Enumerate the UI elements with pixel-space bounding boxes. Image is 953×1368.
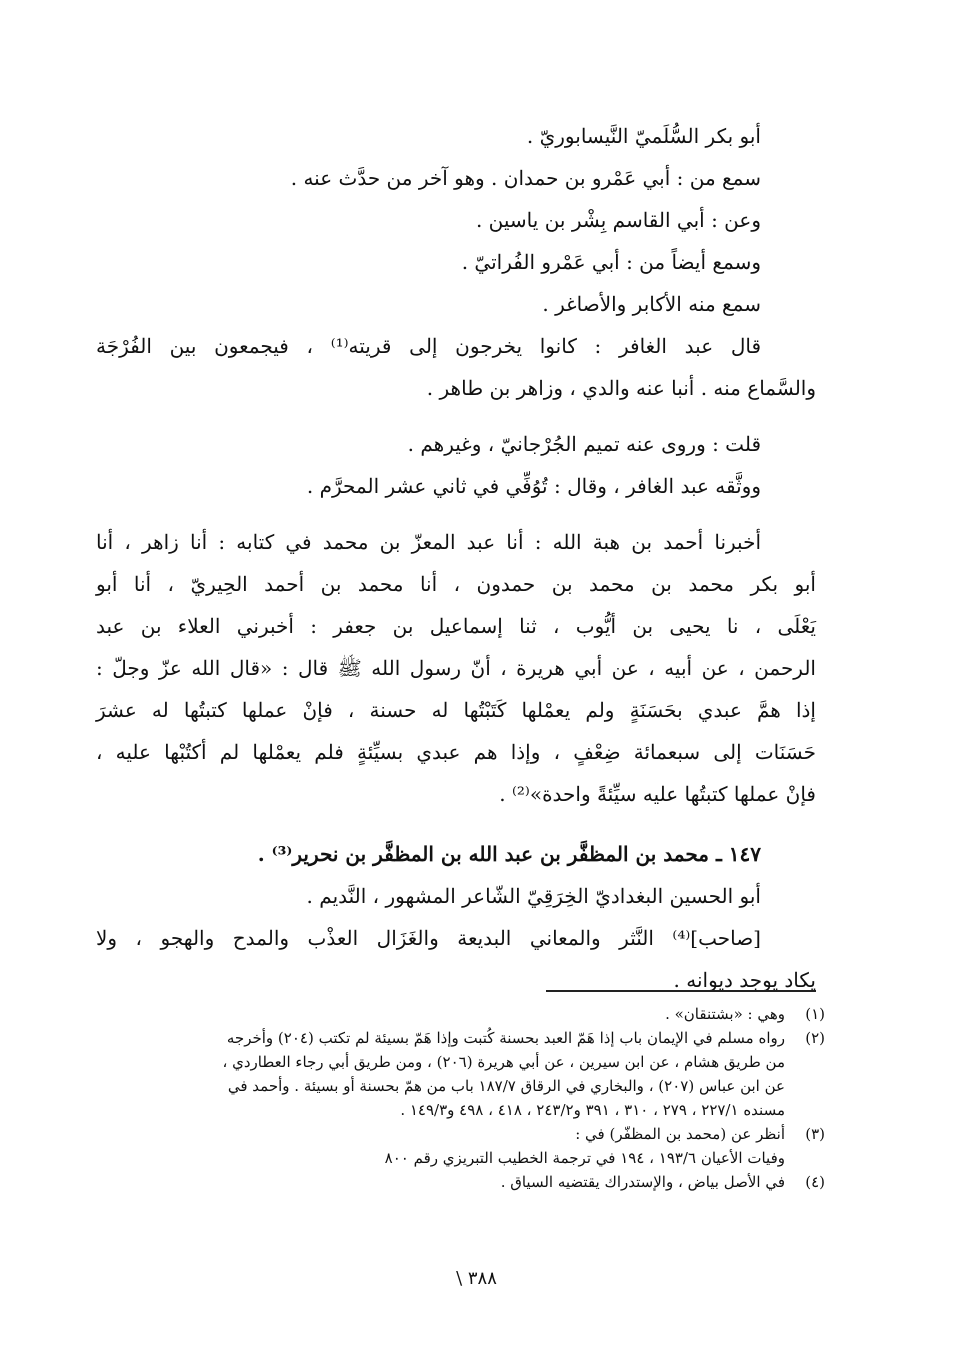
footnote bbox=[100, 1122, 825, 1170]
footnote-line: وهي : «بشتنقان» . bbox=[665, 1005, 785, 1023]
text-line: أبو بكر محمد بن محمد بن حمدون ، أنا محمد بن أحمد الحِيريّ ، أنا أبو bbox=[96, 572, 816, 596]
footnote-line: من طريق هشام ، عن ابن سيرين ، عن أبي هريرة (٢٠٦) ، ومن طريق أبي رجاء العطاردي ، bbox=[222, 1053, 785, 1071]
text-line: [صاحب]⁽⁴⁾ النَّثر والمعاني البديعة والغَزَال العذْب والمدح والهجو ، ولا bbox=[96, 926, 761, 950]
footnote-line: رواه مسلم في الإيمان باب إذا هَمّ العبد بحسنة كُتبت وإذا هَمّ بسيئة لم تكتب (٢٠٤) وأخرجه bbox=[226, 1029, 785, 1047]
footnote-text bbox=[100, 1122, 785, 1170]
text-line: حَسَنَات إلى سبعمائة ضِعْفٍ ، وإذا هم عبدي بسيِّئةٍ فلم يعمْلها لم أكتُبْها عليه ، bbox=[96, 740, 816, 764]
text-line: قلت : وروى عنه تميم الجُرْجانيّ ، وغيرهم . bbox=[407, 432, 761, 456]
entry-heading: ١٤٧ ـ محمد بن المظفَّر بن عبد الله بن المظفَّر بن نحرير⁽³⁾ . bbox=[257, 842, 761, 866]
text-line: يكاد يوجد ديوانه . bbox=[673, 968, 816, 992]
text-line: ووثَّقه عبد الغافر ، وقال : تُوُفِّي في ثاني عشر المحرَّم . bbox=[306, 474, 761, 498]
footnote-line: أنظر عن (محمد بن المظفّر) في : bbox=[575, 1125, 785, 1143]
footnote-number: (٢) bbox=[805, 1029, 825, 1047]
text-line: إذا همَّ عبدي بحَسَنَةٍ ولم يعمْلها كَتَبْتُها له حسنة ، فإنْ عملها كتبتُها له عشرَ bbox=[96, 698, 816, 722]
text-line: أبو الحسين البغداديّ الخِرَقِيّ الشّاعر المشهور ، النَّديم . bbox=[306, 884, 761, 908]
text-line: يَعْلَى ، نا يحيى بن أيُّوب ، ثنا إسماعيل بن جعفر : أخبرني العلاء بن عبد bbox=[96, 614, 816, 638]
footnote bbox=[100, 1002, 825, 1026]
footnote-line: مسنده ٢٢٧/١ ، ٢٧٩ ، ٣١٠ ، ٣٩١ و٢٤٣/٢ ، ٤١٨ ، ٤٩٨ و١٤٩/٣ . bbox=[400, 1101, 785, 1119]
footnote-number: (٣) bbox=[805, 1125, 825, 1143]
text-line: سمع منه الأكابر والأصاغر . bbox=[542, 292, 761, 316]
text-line: الرحمن ، عن أبيه ، عن أبي هريرة ، أنّ رسول الله ﷺ قال : «قال الله عزّ وجلّ : bbox=[96, 656, 816, 680]
footnote-text bbox=[100, 1170, 785, 1194]
text-line: والسَّماع منه . أنبا عنه والدي ، وزاهر بن طاهر . bbox=[426, 376, 816, 400]
footnote-line: في الأصل بياض ، والإستدراك يقتضيه السياق . bbox=[500, 1173, 785, 1191]
footnote bbox=[100, 1026, 825, 1122]
text-line: وعن : أبي القاسم بِشْر بن ياسين . bbox=[475, 208, 761, 232]
text-line: فإنْ عملها كتبتُها عليه سيِّئةً واحدة»⁽²⁾ . bbox=[499, 782, 816, 806]
footnote bbox=[100, 1170, 825, 1194]
text-line: أخبرنا أحمد بن هبة الله : أنا عبد المعزّ بن محمد في كتابه : أنا زاهر ، أنا bbox=[96, 530, 761, 554]
footnote-text bbox=[100, 1026, 785, 1122]
main-text bbox=[96, 115, 816, 1001]
footnote-text bbox=[100, 1002, 785, 1026]
text-line: قال عبد الغافر : كانوا يخرجون إلى قريته⁽¹⁾ ، فيجمعون بين الفُرْجَة bbox=[96, 334, 762, 358]
footnote-line: وفيات الأعيان ١٩٣/٦ ، ١٩٤ في ترجمة الخطيب التبريزي رقم ٨٠٠ bbox=[384, 1149, 785, 1167]
text-line: سمع من : أبي عَمْرو بن حمدان . وهو آخر من حدَّث عنه . bbox=[290, 166, 761, 190]
page-number: ٣٨٨ \ bbox=[456, 1268, 497, 1289]
footnote-number: (٤) bbox=[805, 1173, 825, 1191]
text-line: وسمع أيضاً من : أبي عَمْرو الفُراتيّ . bbox=[461, 250, 761, 274]
text-line: أبو بكر السُّلَميّ النَّيسابوريّ . bbox=[526, 124, 761, 148]
footnote-separator bbox=[546, 990, 816, 992]
footnotes bbox=[100, 1002, 825, 1194]
footnote-number: (١) bbox=[805, 1005, 825, 1023]
footnote-line: عن ابن عباس (٢٠٧) ، والبخاري في الرقاق ١٨٧/٧ باب من همّ بحسنة أو بسيئة . وأحمد في bbox=[227, 1077, 785, 1095]
